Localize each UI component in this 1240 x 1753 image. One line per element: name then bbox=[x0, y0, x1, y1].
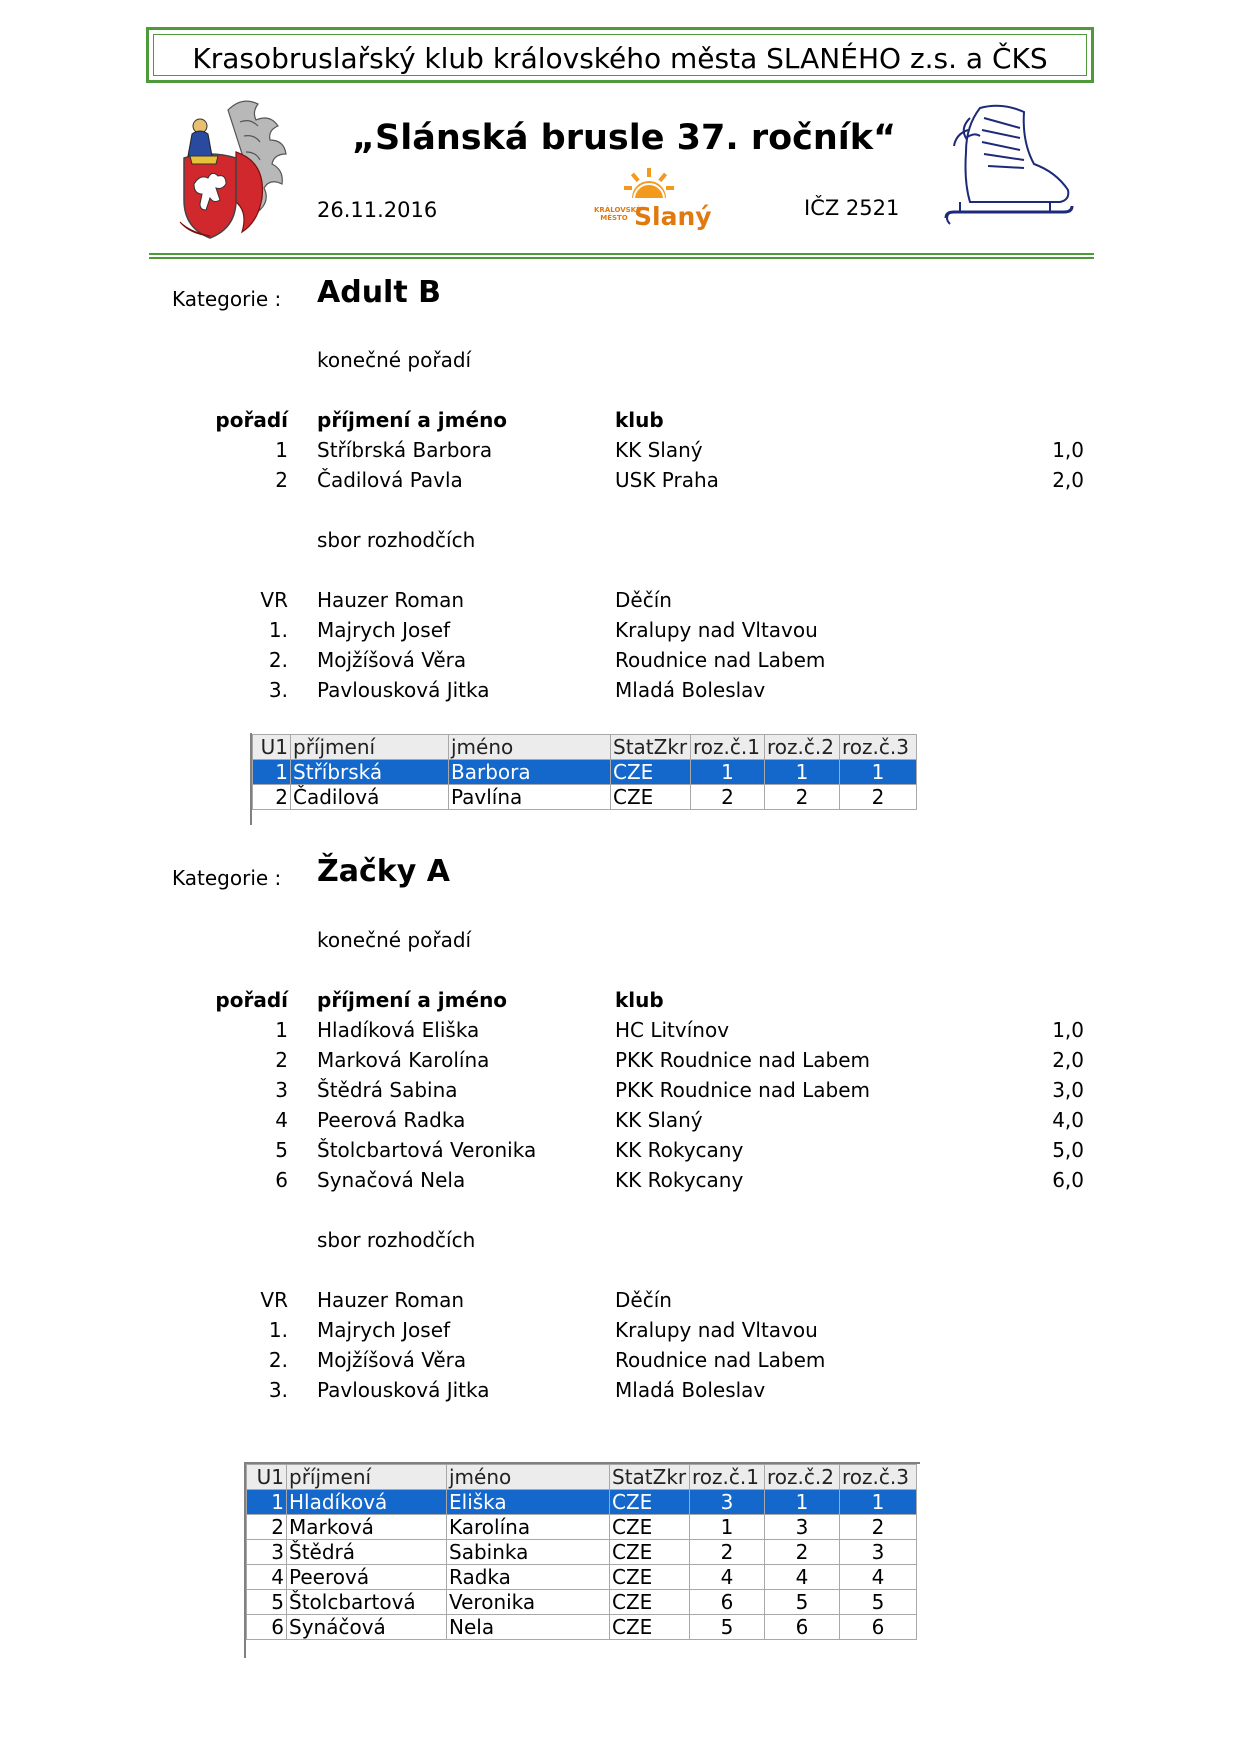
grid-row[interactable] bbox=[247, 1565, 917, 1590]
grid-cell[interactable]: Hladíková bbox=[287, 1490, 447, 1515]
results-heading: konečné pořadí bbox=[317, 348, 472, 372]
grid-row[interactable] bbox=[253, 785, 917, 810]
grid-cell[interactable]: 5 bbox=[840, 1590, 917, 1615]
category-label: Kategorie : bbox=[172, 287, 282, 311]
ice-skate-icon bbox=[940, 100, 1075, 235]
column-name-header: příjmení a jméno bbox=[317, 988, 508, 1012]
result-club: KK Slaný bbox=[615, 438, 703, 462]
sun-icon bbox=[624, 168, 674, 202]
result-name: Marková Karolína bbox=[317, 1048, 490, 1072]
coat-of-arms-icon bbox=[170, 92, 300, 242]
grid-cell[interactable]: 1 bbox=[840, 760, 917, 785]
grid-row[interactable] bbox=[247, 1615, 917, 1640]
judge-role: VR bbox=[260, 588, 288, 612]
grid-cell[interactable]: 3 bbox=[840, 1540, 917, 1565]
grid-header-cell[interactable]: roz.č.3 bbox=[840, 1465, 917, 1490]
slany-logo bbox=[594, 168, 712, 236]
column-club-header: klub bbox=[615, 988, 664, 1012]
result-name: Hladíková Eliška bbox=[317, 1018, 480, 1042]
scoring-grid bbox=[252, 734, 917, 810]
result-score: 2,0 bbox=[1052, 468, 1084, 492]
result-club: USK Praha bbox=[615, 468, 719, 492]
grid-cell[interactable]: 6 bbox=[247, 1615, 287, 1640]
grid-header-cell[interactable]: roz.č.1 bbox=[691, 735, 765, 760]
result-name: Čadilová Pavla bbox=[317, 468, 463, 492]
logo-small-text: KRÁLOVSKÉ MĚSTO bbox=[594, 206, 641, 222]
grid-cell[interactable]: 2 bbox=[840, 1515, 917, 1540]
grid-cell[interactable]: 1 bbox=[840, 1490, 917, 1515]
grid-cell[interactable]: 2 bbox=[765, 785, 840, 810]
judge-role: 3. bbox=[268, 1378, 288, 1402]
grid-row[interactable] bbox=[247, 1540, 917, 1565]
judge-city: Děčín bbox=[615, 1288, 672, 1312]
grid-cell[interactable]: 2 bbox=[840, 785, 917, 810]
grid-cell[interactable]: Štolcbartová bbox=[287, 1590, 447, 1615]
grid-cell[interactable]: Pavlína bbox=[449, 785, 611, 810]
result-rank: 1 bbox=[275, 438, 288, 462]
grid-cell[interactable]: Peerová bbox=[287, 1565, 447, 1590]
judge-name: Mojžíšová Věra bbox=[317, 648, 467, 672]
grid-cell[interactable]: CZE bbox=[610, 1515, 690, 1540]
result-club: PKK Roudnice nad Labem bbox=[615, 1048, 871, 1072]
judge-city: Kralupy nad Vltavou bbox=[615, 1318, 818, 1342]
event-title: „Slánská brusle 37. ročník“ bbox=[352, 118, 897, 158]
grid-cell[interactable]: Barbora bbox=[449, 760, 611, 785]
result-club: PKK Roudnice nad Labem bbox=[615, 1078, 871, 1102]
judge-role: 1. bbox=[268, 1318, 288, 1342]
grid-cell[interactable]: CZE bbox=[610, 1615, 690, 1640]
judges-heading: sbor rozhodčích bbox=[317, 528, 476, 552]
grid-cell[interactable]: 4 bbox=[690, 1565, 765, 1590]
grid-header-cell[interactable]: příjmení bbox=[291, 735, 449, 760]
grid-header-cell[interactable]: StatZkr bbox=[610, 1465, 690, 1490]
grid-cell[interactable]: Nela bbox=[447, 1615, 610, 1640]
result-rank: 4 bbox=[275, 1108, 288, 1132]
category-label: Kategorie : bbox=[172, 866, 282, 890]
judge-role: 3. bbox=[268, 678, 288, 702]
grid-header-row bbox=[253, 735, 917, 760]
result-rank: 2 bbox=[275, 1048, 288, 1072]
results-heading: konečné pořadí bbox=[317, 928, 472, 952]
result-score: 3,0 bbox=[1052, 1078, 1084, 1102]
grid-header-cell[interactable]: roz.č.3 bbox=[840, 735, 917, 760]
grid-header-cell[interactable]: jméno bbox=[447, 1465, 610, 1490]
grid-cell[interactable]: CZE bbox=[610, 1540, 690, 1565]
grid-cell[interactable]: Karolína bbox=[447, 1515, 610, 1540]
event-date: 26.11.2016 bbox=[317, 198, 438, 222]
result-score: 1,0 bbox=[1052, 1018, 1084, 1042]
judge-name: Pavlousková Jitka bbox=[317, 1378, 490, 1402]
judge-role: 2. bbox=[268, 648, 288, 672]
result-club: KK Rokycany bbox=[615, 1138, 744, 1162]
club-title: Krasobruslařský klub královského města SLANÉHO z.s. a ČKS bbox=[192, 42, 1048, 75]
judge-name: Hauzer Roman bbox=[317, 1288, 465, 1312]
judge-city: Roudnice nad Labem bbox=[615, 648, 826, 672]
grid-header-cell[interactable]: příjmení bbox=[287, 1465, 447, 1490]
result-name: Synačová Nela bbox=[317, 1168, 466, 1192]
judge-name: Mojžíšová Věra bbox=[317, 1348, 467, 1372]
column-rank-header: pořadí bbox=[215, 988, 288, 1012]
result-rank: 2 bbox=[275, 468, 288, 492]
grid-header-row bbox=[247, 1465, 917, 1490]
judge-name: Majrych Josef bbox=[317, 1318, 451, 1342]
judge-city: Kralupy nad Vltavou bbox=[615, 618, 818, 642]
grid-cell[interactable]: Marková bbox=[287, 1515, 447, 1540]
grid-cell[interactable]: 2 bbox=[247, 1515, 287, 1540]
grid-row[interactable] bbox=[247, 1515, 917, 1540]
grid-cell[interactable]: CZE bbox=[611, 760, 691, 785]
header-divider bbox=[149, 257, 1094, 259]
grid-cell[interactable]: 1 bbox=[690, 1515, 765, 1540]
judges-heading: sbor rozhodčích bbox=[317, 1228, 476, 1252]
grid-cell[interactable]: Štědrá bbox=[287, 1540, 447, 1565]
grid-cell[interactable]: 4 bbox=[247, 1565, 287, 1590]
grid-cell[interactable]: 5 bbox=[247, 1590, 287, 1615]
grid-row[interactable] bbox=[247, 1590, 917, 1615]
grid-header-cell[interactable]: jméno bbox=[449, 735, 611, 760]
result-rank: 1 bbox=[275, 1018, 288, 1042]
grid-cell[interactable]: 5 bbox=[690, 1615, 765, 1640]
grid-cell[interactable]: Stříbrská bbox=[291, 760, 449, 785]
grid-cell[interactable]: 2 bbox=[253, 785, 291, 810]
grid-cell[interactable]: 1 bbox=[765, 1490, 840, 1515]
result-score: 6,0 bbox=[1052, 1168, 1084, 1192]
grid-header-cell[interactable]: roz.č.2 bbox=[765, 735, 840, 760]
grid-cell[interactable]: 5 bbox=[765, 1590, 840, 1615]
result-name: Peerová Radka bbox=[317, 1108, 466, 1132]
grid-header-cell[interactable]: StatZkr bbox=[611, 735, 691, 760]
grid-cell[interactable]: CZE bbox=[611, 785, 691, 810]
grid-cell[interactable]: 2 bbox=[691, 785, 765, 810]
grid-cell[interactable]: Radka bbox=[447, 1565, 610, 1590]
judge-city: Děčín bbox=[615, 588, 672, 612]
grid-cell[interactable]: 3 bbox=[247, 1540, 287, 1565]
grid-cell[interactable]: 2 bbox=[765, 1540, 840, 1565]
grid-cell[interactable]: 3 bbox=[765, 1515, 840, 1540]
grid-cell[interactable]: CZE bbox=[610, 1490, 690, 1515]
grid-header-cell[interactable]: U1 bbox=[253, 735, 291, 760]
grid-row-selected[interactable] bbox=[253, 760, 917, 785]
judge-role: VR bbox=[260, 1288, 288, 1312]
event-icz: IČZ 2521 bbox=[804, 196, 900, 220]
column-rank-header: pořadí bbox=[215, 408, 288, 432]
grid-cell[interactable]: 1 bbox=[247, 1490, 287, 1515]
column-name-header: příjmení a jméno bbox=[317, 408, 508, 432]
grid-cell[interactable]: 1 bbox=[765, 760, 840, 785]
result-name: Stříbrská Barbora bbox=[317, 438, 493, 462]
grid-cell[interactable]: 6 bbox=[690, 1590, 765, 1615]
category-name: Adult B bbox=[317, 275, 441, 310]
grid-cell[interactable]: 4 bbox=[840, 1565, 917, 1590]
grid-cell[interactable]: 3 bbox=[690, 1490, 765, 1515]
logo-name: Slaný bbox=[634, 202, 712, 231]
header-divider bbox=[149, 253, 1094, 255]
grid-cell[interactable]: CZE bbox=[610, 1590, 690, 1615]
result-score: 1,0 bbox=[1052, 438, 1084, 462]
grid-header-cell[interactable]: roz.č.2 bbox=[765, 1465, 840, 1490]
result-club: KK Slaný bbox=[615, 1108, 703, 1132]
result-club: KK Rokycany bbox=[615, 1168, 744, 1192]
result-rank: 6 bbox=[275, 1168, 288, 1192]
judge-role: 2. bbox=[268, 1348, 288, 1372]
result-name: Štolcbartová Veronika bbox=[317, 1138, 537, 1162]
grid-cell[interactable]: Čadilová bbox=[291, 785, 449, 810]
grid-cell[interactable]: 6 bbox=[765, 1615, 840, 1640]
grid-cell[interactable]: CZE bbox=[610, 1565, 690, 1590]
result-name: Štědrá Sabina bbox=[317, 1078, 458, 1102]
judge-name: Majrych Josef bbox=[317, 618, 451, 642]
judge-role: 1. bbox=[268, 618, 288, 642]
result-rank: 3 bbox=[275, 1078, 288, 1102]
judge-name: Hauzer Roman bbox=[317, 588, 465, 612]
result-club: HC Litvínov bbox=[615, 1018, 730, 1042]
result-score: 2,0 bbox=[1052, 1048, 1084, 1072]
grid-cell[interactable]: 4 bbox=[765, 1565, 840, 1590]
grid-cell[interactable]: Veronika bbox=[447, 1590, 610, 1615]
result-rank: 5 bbox=[275, 1138, 288, 1162]
scoring-grid bbox=[246, 1464, 917, 1640]
judge-city: Mladá Boleslav bbox=[615, 678, 766, 702]
grid-cell[interactable]: Eliška bbox=[447, 1490, 610, 1515]
grid-cell[interactable]: Synáčová bbox=[287, 1615, 447, 1640]
judge-city: Mladá Boleslav bbox=[615, 1378, 766, 1402]
grid-cell[interactable]: 1 bbox=[253, 760, 291, 785]
header-title-box bbox=[146, 27, 1094, 83]
column-club-header: klub bbox=[615, 408, 664, 432]
grid-cell[interactable]: 6 bbox=[840, 1615, 917, 1640]
category-name: Žačky A bbox=[317, 854, 450, 889]
judge-name: Pavlousková Jitka bbox=[317, 678, 490, 702]
grid-cell[interactable]: Sabinka bbox=[447, 1540, 610, 1565]
result-score: 5,0 bbox=[1052, 1138, 1084, 1162]
judge-city: Roudnice nad Labem bbox=[615, 1348, 826, 1372]
grid-cell[interactable]: 2 bbox=[690, 1540, 765, 1565]
result-score: 4,0 bbox=[1052, 1108, 1084, 1132]
grid-row-selected[interactable] bbox=[247, 1490, 917, 1515]
grid-cell[interactable]: 1 bbox=[691, 760, 765, 785]
grid-header-cell[interactable]: roz.č.1 bbox=[690, 1465, 765, 1490]
grid-header-cell[interactable]: U1 bbox=[247, 1465, 287, 1490]
